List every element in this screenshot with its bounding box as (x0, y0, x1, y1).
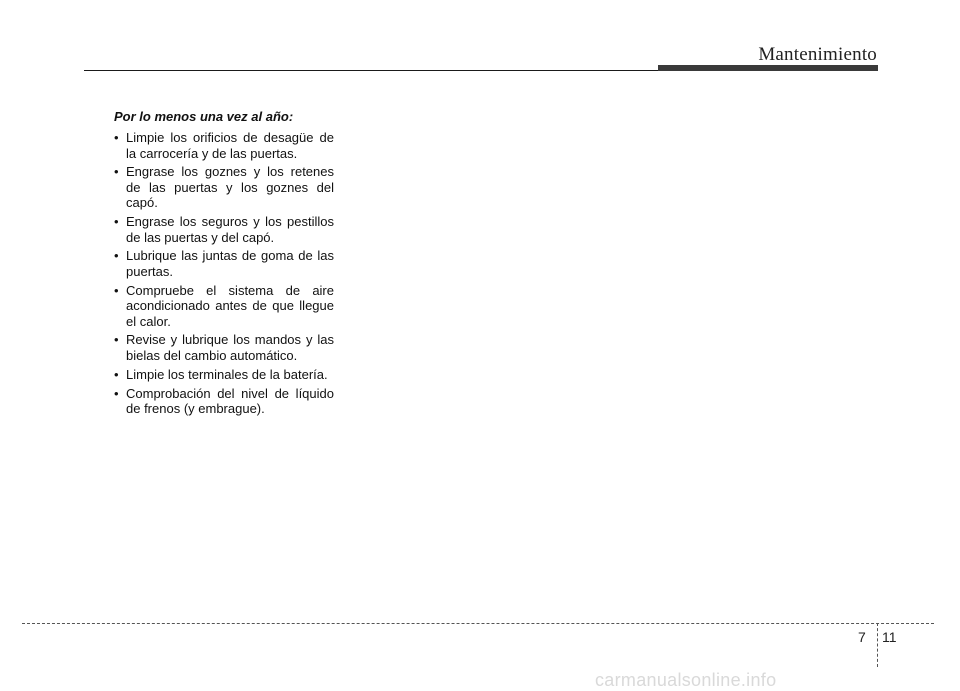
maintenance-list (114, 130, 334, 417)
list-item (114, 130, 334, 161)
list-item-text: Lubrique las juntas de goma de las puertas. (126, 248, 334, 279)
chapter-number: 7 (858, 629, 866, 645)
list-item-text: Compruebe el sistema de aire acondicionado antes de que llegue el calor. (126, 282, 334, 329)
list-item (114, 164, 334, 211)
bullet-icon: • (114, 332, 119, 348)
list-item-text: Comprobación del nivel de líquido de frenos (y embrague). (126, 385, 334, 417)
bullet-icon: • (114, 282, 119, 298)
list-item-text: Engrase los goznes y los retenes de las puertas y los goznes del capó. (126, 164, 334, 211)
list-item-text: Revise y lubrique los mandos y las bielas del cambio automático. (126, 332, 334, 363)
list-item-text: Limpie los orificios de desagüe de la carrocería y de las puertas. (126, 130, 334, 161)
list-item-text: Engrase los seguros y los pestillos de las puertas y del capó. (126, 214, 334, 245)
bullet-icon: • (114, 214, 119, 230)
bullet-icon: • (114, 130, 119, 145)
list-item (114, 367, 334, 383)
footer-rule (22, 623, 934, 624)
main-content (114, 109, 334, 420)
bullet-icon: • (114, 248, 119, 264)
list-item-text: Limpie los terminales de la batería. (126, 366, 328, 382)
header-rule-thick (658, 65, 878, 71)
section-heading: Por lo menos una vez al año: (114, 109, 294, 124)
bullet-icon: • (114, 164, 119, 180)
watermark-text: carmanualsonline.info (595, 670, 777, 690)
bullet-icon: • (114, 366, 119, 382)
list-item (114, 248, 334, 279)
list-item (114, 332, 334, 363)
footer-divider (877, 623, 878, 667)
page-number: 11 (882, 629, 897, 645)
header-rule-thin (84, 70, 664, 71)
bullet-icon: • (114, 385, 119, 401)
list-item (114, 283, 334, 330)
list-item (114, 386, 334, 417)
running-header-title: Mantenimiento (758, 44, 877, 65)
list-item (114, 214, 334, 245)
